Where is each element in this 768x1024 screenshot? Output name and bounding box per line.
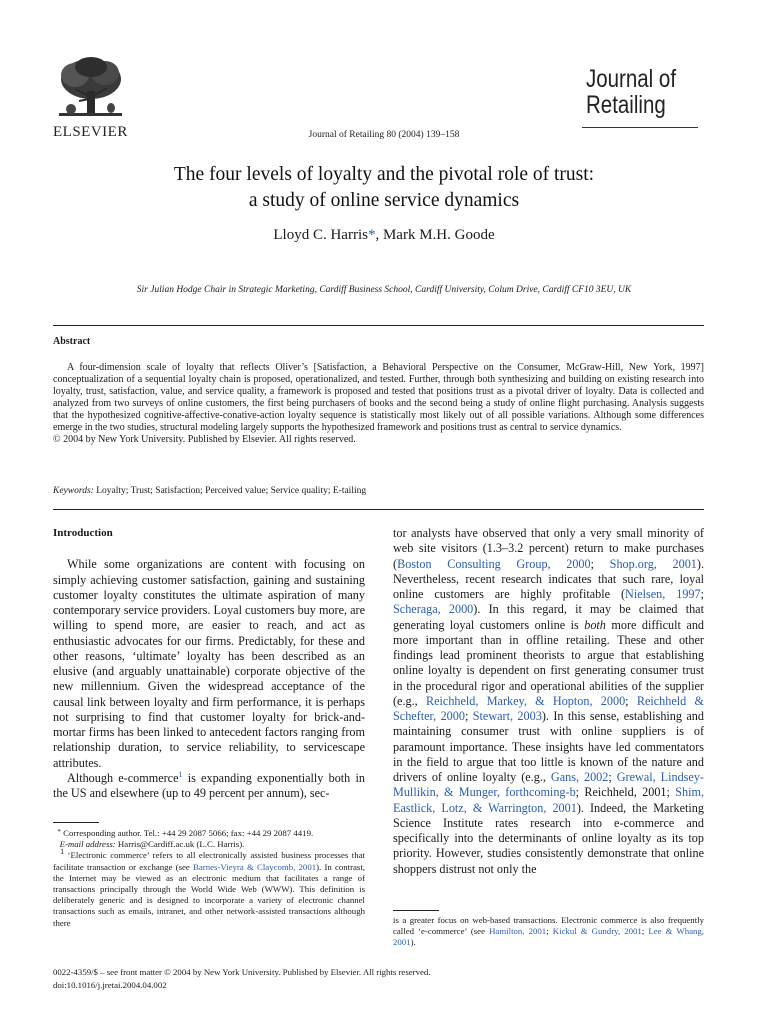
keywords-list: Loyalty; Trust; Satisfaction; Perceived value; Service quality; E-tailing [93, 486, 367, 496]
publisher-name: ELSEVIER [53, 124, 128, 140]
footnote-1-continued: is a greater focus on web-based transactions. Electronic commerce is also frequently called ‘e-commerce’ (see Hamilton, 2001; Kickul & Gundry, 2001; Lee & Whang, 2001). [393, 915, 704, 948]
journal-logo-rule [582, 127, 698, 128]
citation-link[interactable]: Lee & Whang, 2001 [393, 926, 704, 948]
abstract-divider [53, 509, 704, 510]
top-divider [53, 325, 704, 326]
right-column [393, 526, 704, 877]
corresponding-author-link[interactable]: * [367, 227, 376, 243]
journal-logo [586, 66, 696, 118]
abstract-text: A four-dimension scale of loyalty that reflects Oliver’s [Satisfaction, a Behavioral Perspective on the Consumer, McGraw-Hill, New York, 1997] conceptualization of a sequential loyalty chain is proposed, operationalized, and tested. Further, through both synthesizing and building on existing research into loyalty, trust, satisfaction, value, and service quality, a framework is proposed and tested that positions trust as a pivotal driver of loyalty. Data is collected and analyzed from two surveys of online customers, the first being purchasers of books and the second being a study of online flight purchasing. Analysis suggests that the hypothesized cognitive-affective-conative-action loyalty sequence is statistically most likely out of all possible variations. Although some differences emerge in the two studies, structural modeling largely supports the hypothesized framework and positions trust as central to service dynamics. [53, 362, 704, 433]
footnote-corresponding: * Corresponding author. Tel.: +44 29 2087 5066; fax: +44 29 2087 4419. [57, 828, 314, 838]
citation-link[interactable]: Nielsen, 1997 [625, 587, 701, 601]
left-column [53, 526, 365, 801]
issn-line: 0022-4359/$ – see front matter © 2004 by New York University. Published by Elsevier. All rights reserved. [53, 967, 431, 977]
intro-paragraph-2: Although e-commerce$^1$ is expanding exponentially both in the US and elsewhere (up to 49 percent per annum), sec- [53, 769, 365, 800]
citation-link[interactable]: Stewart, 2003 [472, 709, 542, 723]
citation-link[interactable]: Gans, 2002 [550, 770, 609, 784]
footnote-rule [53, 822, 99, 823]
abstract-copyright: © 2004 by New York University. Published by Elsevier. All rights reserved. [53, 434, 356, 445]
citation-link[interactable]: Reichheld & Schefter, 2000 [393, 693, 705, 723]
author-2: , Mark M.H. Goode [375, 227, 495, 243]
footnote-1-link[interactable]: 1 [178, 769, 183, 779]
citation-link[interactable]: Boston Consulting Group, 2000 [397, 556, 591, 571]
section-heading: Introduction [53, 527, 113, 539]
citation-link[interactable]: Shop.org, 2001 [609, 556, 697, 571]
keywords-label: Keywords: [53, 486, 94, 496]
footnote-citation-link[interactable]: Barnes-Vieyra & Claycomb, 2001 [193, 861, 317, 872]
right-footnote [393, 910, 704, 949]
left-footnotes [53, 822, 365, 929]
author-list [0, 227, 768, 244]
journal-logo-line1: Journal of [586, 65, 677, 93]
doi-line: doi:10.1016/j.jretai.2004.04.002 [53, 980, 167, 990]
citation-link[interactable]: Shim, Eastlick, Lotz, & Warrington, 2001 [393, 785, 705, 815]
title-line-1: The four levels of loyalty and the pivotal role of trust: [173, 164, 595, 185]
elsevier-tree-logo [53, 55, 128, 121]
citation-link[interactable]: Kickul & Gundry, 2001 [552, 926, 642, 937]
footnote-email: E-mail address: Harris@Cardiff.ac.uk (L.C. Harris). [59, 839, 245, 850]
intro-paragraph-1: While some organizations are content with focusing on simply achieving customer satisfaction, gaining and sustaining customer loyalty constitutes the ultimate aspiration of many contemporary service providers. Loyal customers buy more, are willing to spend more, are easier to reach, and act as enthusiastic advocates for our firms. Predictably, for these and other reasons, ‘ultimate’ loyalty has been described as an elusive (and arguably unattainable) corporate objective of the new millennium. Given the widespread acceptance of the causal link between loyalty and firm performance, it is perhaps not surprising to find that customer loyalty for brick-and-mortar firms has been linked to antecedent factors ranging from relationship duration, to service reliability, to servicescape attributes. [53, 557, 365, 770]
citation-link[interactable]: Reichheld, Markey, & Hopton, 2000 [425, 693, 626, 708]
keywords [53, 486, 704, 496]
citation-link[interactable]: Scheraga, 2000 [393, 602, 474, 617]
citation-link[interactable]: Grewal, Lindsey-Mullikin, & Munger, forthcoming-b [393, 770, 704, 800]
abstract-heading: Abstract [53, 336, 91, 347]
journal-logo-line2: Retailing [586, 91, 666, 119]
affiliation: Sir Julian Hodge Chair in Strategic Marketing, Cardiff Business School, Cardiff University, Colum Drive, Cardiff CF10 3EU, UK [136, 285, 632, 295]
footnote-1: $^1$ ‘Electronic commerce’ refers to all electronically assisted business processes that facilitate transaction or exchange (see Barnes-Vieyra & Claycomb, 2001). In contrast, the Internet may be viewed as an electronic medium that facilitates a range of transactions principally through the World Wide Web (WWW). This definition is deliberately generic and is designed to incorporate a variety of electronic channel transactions such as emails, intranet, and other network-assisted transactions although there [53, 847, 366, 928]
page-footer [53, 966, 431, 992]
title-line-2: a study of online service dynamics [248, 190, 520, 211]
citation-link[interactable]: Hamilton, 2001 [489, 926, 547, 937]
journal-citation: Journal of Retailing 80 (2004) 139–158 [308, 130, 460, 140]
abstract-body [53, 362, 704, 446]
article-title [0, 162, 768, 214]
right-paragraph: tor analysts have observed that only a very small minority of web site visitors (1.3–3.2 percent) return to make purchases (Boston Consulting Group, 2000; Shop.org, 2001). Nevertheless, recent research indicates that such rare, loyal online customers are highly profitable (Nielsen, 1997; Scheraga, 2000). In this regard, it may be claimed that generating loyal customers online is both more difficult and more important than in offline retailing. These and other findings lead prominent theorists to argue that establishing online loyalty is dependent on first generating consumer trust in the procedural rigor and operational abilities of the supplier (e.g., Reichheld, Markey, & Hopton, 2000; Reichheld & Schefter, 2000; Stewart, 2003). In this sense, establishing and maintaining consumer trust with online suppliers is of paramount importance. These insights have led commentators in the field to argue that too little is known of the nature and drivers of online loyalty (e.g., Gans, 2002; Grewal, Lindsey-Mullikin, & Munger, forthcoming-b; Reichheld, 2001; Shim, Eastlick, Lotz, & Warrington, 2001). Indeed, the Marketing Science Institute rates research into e-commerce and specifically into the determinants of online loyalty as its top priority. However, studies consistently demonstrate that online shoppers distrust not only the [393, 526, 705, 876]
footnote-rule [393, 910, 439, 911]
author-1: Lloyd C. Harris [273, 227, 368, 243]
